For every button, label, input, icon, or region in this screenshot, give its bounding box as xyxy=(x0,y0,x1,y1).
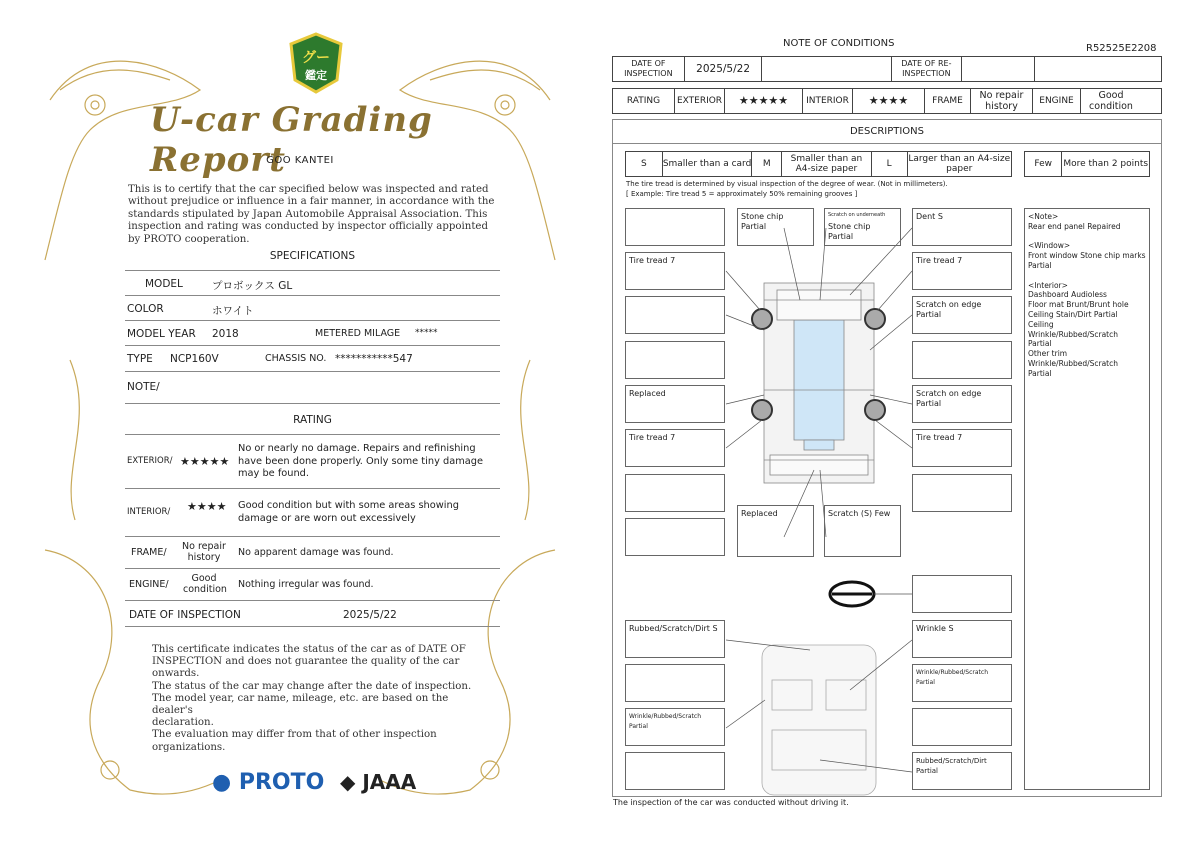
type-value: NCP160V xyxy=(170,353,219,365)
svg-text:鑑定: 鑑定 xyxy=(305,69,327,82)
rating-heading: RATING xyxy=(293,414,332,426)
footer-logos xyxy=(212,770,416,795)
condition-box-tire-fl: Tire tread 7 xyxy=(625,252,725,290)
jaaa-logo: ◆ JAAA xyxy=(340,770,417,794)
condition-box-stone-chip: Stone chip Partial xyxy=(737,208,814,246)
interior-stars: ★★★★ xyxy=(853,89,925,113)
legend-s: S xyxy=(626,152,663,176)
note-row xyxy=(125,372,500,404)
engine-description: Nothing irregular was found. xyxy=(238,579,374,590)
condition-box-rubbed: Rubbed/Scratch/Dirt S xyxy=(625,620,725,658)
condition-box xyxy=(625,664,725,702)
condition-box-replaced: Replaced xyxy=(625,385,725,423)
condition-box-scratch-edge: Scratch on edge Partial xyxy=(912,296,1012,334)
underneath-label: Scratch on underneath xyxy=(828,212,886,218)
interior-stars: ★★★★ xyxy=(187,500,227,513)
date-label: DATE OF INSPECTION xyxy=(613,57,685,81)
disclaimer xyxy=(152,644,482,754)
condition-box xyxy=(625,208,725,246)
condition-box xyxy=(625,474,725,512)
condition-box-dent: Dent S xyxy=(912,208,1012,246)
frame-label: FRAME/ xyxy=(131,547,167,558)
milage-label: METERED MILAGE xyxy=(315,328,401,339)
engine-value: Good condition xyxy=(1089,90,1133,112)
disclaimer-line: INSPECTION and does not guarantee the quality of the car onwards. xyxy=(152,656,460,680)
tire-note-1: The tire tread is determined by visual inspection of the degree of wear. (Not in millimeters). xyxy=(626,180,948,188)
conditions-title: NOTE OF CONDITIONS xyxy=(783,38,895,49)
condition-box xyxy=(912,708,1012,746)
reference-number: R52525E2208 xyxy=(1086,43,1157,54)
milage-value: ***** xyxy=(415,328,438,338)
disclaimer-line: declaration. xyxy=(152,717,214,729)
rating-label: RATING xyxy=(613,89,675,113)
reinspection-label: DATE OF RE-INSPECTION xyxy=(892,57,962,81)
disclaimer-line: The model year, car name, mileage, etc. are based on the dealer's xyxy=(152,692,449,717)
condition-box xyxy=(912,575,1012,613)
exterior-rating-row xyxy=(125,435,500,489)
type-label: TYPE xyxy=(127,353,153,365)
type-row xyxy=(125,346,500,372)
disclaimer-line: This certificate indicates the status of the car as of DATE OF xyxy=(152,644,466,655)
interior-description: Good condition but with some areas showing damage or are worn out excessively xyxy=(238,500,459,524)
color-value: ホワイト xyxy=(212,305,254,317)
year-row xyxy=(125,321,500,346)
exterior-description: No or nearly no damage. Repairs and refinishing have been done properly. Only some tiny damage may be found. xyxy=(238,443,483,479)
chassis-value: ***********547 xyxy=(335,353,413,365)
disclaimer-line: The status of the car may change after the date of inspection. xyxy=(152,680,472,692)
legend-m-desc: Smaller than an A4-size paper xyxy=(782,152,872,176)
condition-box-wrinkle-s: Wrinkle S xyxy=(912,620,1012,658)
condition-box xyxy=(625,341,725,379)
interior-rating-row xyxy=(125,489,500,537)
condition-box-tire-rr: Tire tread 7 xyxy=(912,429,1012,467)
condition-box-replaced-rear: Replaced xyxy=(737,505,814,557)
year-label: MODEL YEAR xyxy=(127,328,196,340)
interior-label: INTERIOR xyxy=(803,89,853,113)
interior-diagram xyxy=(762,645,876,795)
specifications-heading: SPECIFICATIONS xyxy=(269,250,356,262)
condition-box xyxy=(625,296,725,334)
exterior-label: EXTERIOR xyxy=(675,89,725,113)
note-label: NOTE/ xyxy=(127,381,160,393)
legend-few-desc: More than 2 points xyxy=(1063,159,1149,169)
steering-wheel-icon xyxy=(830,582,874,606)
year-value: 2018 xyxy=(212,328,239,340)
exterior-stars: ★★★★★ xyxy=(180,455,230,468)
condition-box-wrinkle: Wrinkle/Rubbed/Scratch Partial xyxy=(912,664,1012,702)
condition-box-scratch-edge: Scratch on edge Partial xyxy=(912,385,1012,423)
svg-text:グー: グー xyxy=(302,50,330,66)
legend-l: L xyxy=(872,152,908,176)
inspection-footer: The inspection of the car was conducted without driving it. xyxy=(613,798,849,807)
engine-rating-row xyxy=(125,569,500,601)
legend-s-desc: Smaller than a card xyxy=(663,152,753,176)
doi-value: 2025/5/22 xyxy=(343,609,397,621)
color-label: COLOR xyxy=(127,303,164,315)
condition-box xyxy=(625,752,725,790)
doi-row xyxy=(125,601,500,627)
goo-kantei-badge xyxy=(287,32,345,94)
condition-box-tire-rl: Tire tread 7 xyxy=(625,429,725,467)
date-value: 2025/5/22 xyxy=(685,57,763,81)
legend-l-desc: Larger than an A4-size paper xyxy=(908,154,1011,174)
color-row xyxy=(125,296,500,321)
condition-box-underneath xyxy=(824,208,901,246)
engine-label: ENGINE/ xyxy=(129,579,169,590)
exterior-label: EXTERIOR/ xyxy=(127,456,173,466)
descriptions-heading: DESCRIPTIONS xyxy=(612,119,1162,144)
legend-few: Few xyxy=(1025,152,1062,176)
frame-label: FRAME xyxy=(925,89,971,113)
proto-logo: ● xyxy=(212,770,239,795)
proto-logo-text: PROTO xyxy=(238,770,325,795)
interior-label: INTERIOR/ xyxy=(127,507,171,517)
chassis-label: CHASSIS NO. xyxy=(265,353,327,364)
condition-box-wrinkle: Wrinkle/Rubbed/Scratch Partial xyxy=(625,708,725,746)
condition-notes: <Note> Rear end panel Repaired <Window> Front window Stone chip marks Partial <Interior> Dashboard Audioless Floor mat Brunt/Brunt hole Ceiling Stain/Dirt Partial Ceiling Wrinkle/Rubbed/Scratch Partial Other trim Wrinkle/Rubbed/Scratch Partial xyxy=(1024,208,1150,790)
condition-box-scratch-few: Scratch (S) Few xyxy=(824,505,901,557)
frame-rating-row xyxy=(125,537,500,569)
frame-value: No repair history xyxy=(182,541,226,563)
model-label: MODEL xyxy=(145,278,183,290)
engine-value: Good condition xyxy=(183,573,227,595)
underneath-value: Stone chip Partial xyxy=(828,222,871,241)
condition-box xyxy=(912,341,1012,379)
condition-box-tire-fr: Tire tread 7 xyxy=(912,252,1012,290)
report-title: U-car Grading Report xyxy=(150,100,433,180)
legend-m: M xyxy=(752,152,782,176)
disclaimer-line: The evaluation may differ from that of other inspection organizations. xyxy=(152,729,437,753)
certification-text: This is to certify that the car specified below was inspected and rated without prejudice or influence in a fair manner, in accordance with the standards stipulated by Japan Automobile Appraisal Association. This inspection and rating was conducted by inspector officially appointed by PROTO cooperation. xyxy=(128,184,495,245)
frame-value: No repair history xyxy=(971,89,1033,113)
model-row xyxy=(125,271,500,296)
tire-note-2: [ Example: Tire tread 5 = approximately 50% remaining grooves ] xyxy=(626,190,858,198)
doi-label: DATE OF INSPECTION xyxy=(129,609,241,621)
frame-description: No apparent damage was found. xyxy=(238,547,394,558)
note-of-conditions xyxy=(600,0,1200,848)
engine-label: ENGINE xyxy=(1033,89,1081,113)
report-subtitle: GOO KANTEI xyxy=(266,155,334,166)
condition-box-rubbed: Rubbed/Scratch/Dirt Partial xyxy=(912,752,1012,790)
model-value: プロボックス GL xyxy=(212,280,293,292)
condition-box xyxy=(625,518,725,556)
exterior-stars: ★★★★★ xyxy=(725,89,803,113)
condition-box xyxy=(912,474,1012,512)
jaaa-logo-text: JAAA xyxy=(362,770,417,794)
